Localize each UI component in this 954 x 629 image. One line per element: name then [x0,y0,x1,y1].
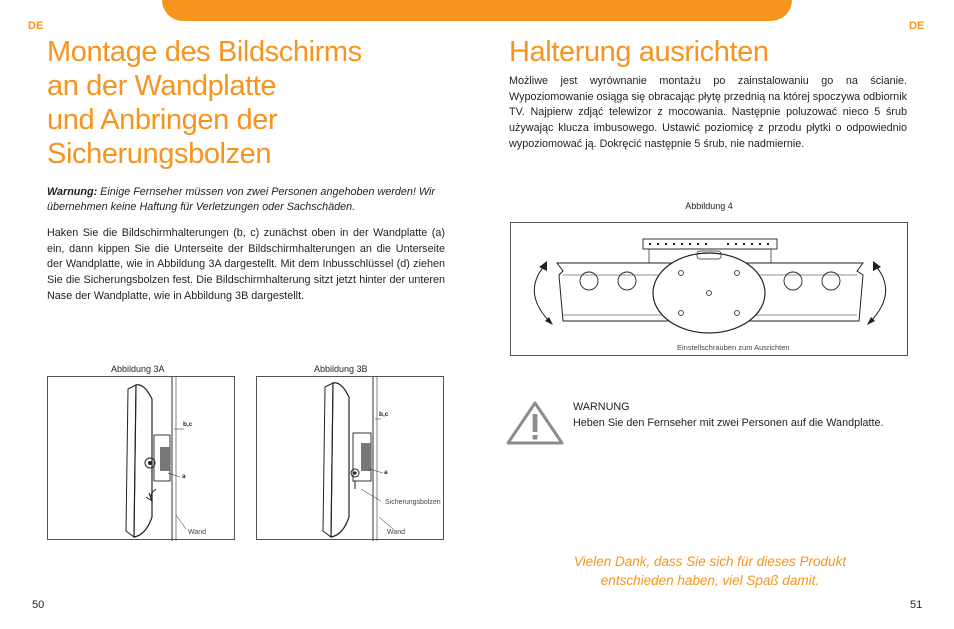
thanks-line: Vielen Dank, dass Sie sich für dieses Produkt [573,554,847,569]
title-line: Sicherungsbolzen [47,138,272,170]
warning-text: Heben Sie den Fernseher mit zwei Personen auf die Wandplatte. [573,417,884,429]
label-a: a [384,469,388,476]
figure-4-drawing [511,223,909,357]
figure-3a-drawing [48,377,236,541]
warning-triangle-icon [505,400,565,446]
label-wall: Wand [387,529,406,536]
warning-title: WARNUNG [573,401,630,413]
title-line: und Anbringen der [47,104,278,136]
figure-3b [256,376,444,540]
page-number-left: 50 [32,599,45,611]
figure-4-label: Einstellschrauben zum Ausrichten [677,343,790,352]
warning-text: Einige Fernseher müssen von zwei Personen angehoben werden! Wir übernehmen keine Haftung für Verletzungen oder Sachschäden. [47,186,435,213]
page-number-right: 51 [910,599,923,611]
instructions-paragraph: Haken Sie die Bildschirmhalterungen (b, c) zunächst oben in der Wandplatte (a) ein, dann kippen Sie die Unterseite der Bildschirmhalterungen an die Unterseite der Wandplatte, wie in Abbildung 3A dargestellt. Mit dem Inbusschlüssel (d) ziehen Sie die Sicherungsbolzen fest. Die Bildschirmhalterung sitzt jetzt hinter der unteren Nase der Wandplatte, wie in Abbildung 3B dargestellt. [47,227,445,302]
label-bolt: Sicherungsbolzen [385,499,441,506]
language-tag-left: DE [28,20,44,32]
warning-intro [47,185,447,215]
language-tag-right: DE [909,20,925,32]
page-title-right: Halterung ausrichten [509,36,769,68]
figure-3a-caption: Abbildung 3A [111,364,165,374]
top-accent-band [162,0,792,21]
warning-label: Warnung: [47,186,98,198]
label-wall: Wand [188,529,207,536]
figure-3b-caption: Abbildung 3B [314,364,368,374]
thanks-line: entschieden haben, viel Spaß damit. [600,573,820,588]
label-bc: b,c [183,421,193,428]
figure-4 [510,222,908,356]
label-bc: b,c [379,411,389,418]
title-line: Montage des Bildschirms [47,36,362,68]
figure-4-caption: Abbildung 4 [685,201,733,211]
title-line: an der Wandplatte [47,70,277,102]
thank-you-note [540,552,880,590]
figure-3b-drawing [257,377,445,541]
alignment-paragraph: Możliwe jest wyrównanie montażu po zainstalowaniu go na ścianie. Wypoziomowanie osiąga się obracając płytę przednią na której spoczywa odbiornik TV. Najpierw zdjąć telewizor z mocowania. Następnie poluzować nieco 5 śrub używając klucza imbusowego. Ustawić poziomicę z przodu płytki o odpowiednio wypoziomować ją. Dokręcić następnie 5 śrub, nie nadmiernie. [509,75,907,150]
figure-3a [47,376,235,540]
label-a: a [182,473,186,480]
page-title-left [47,35,467,171]
